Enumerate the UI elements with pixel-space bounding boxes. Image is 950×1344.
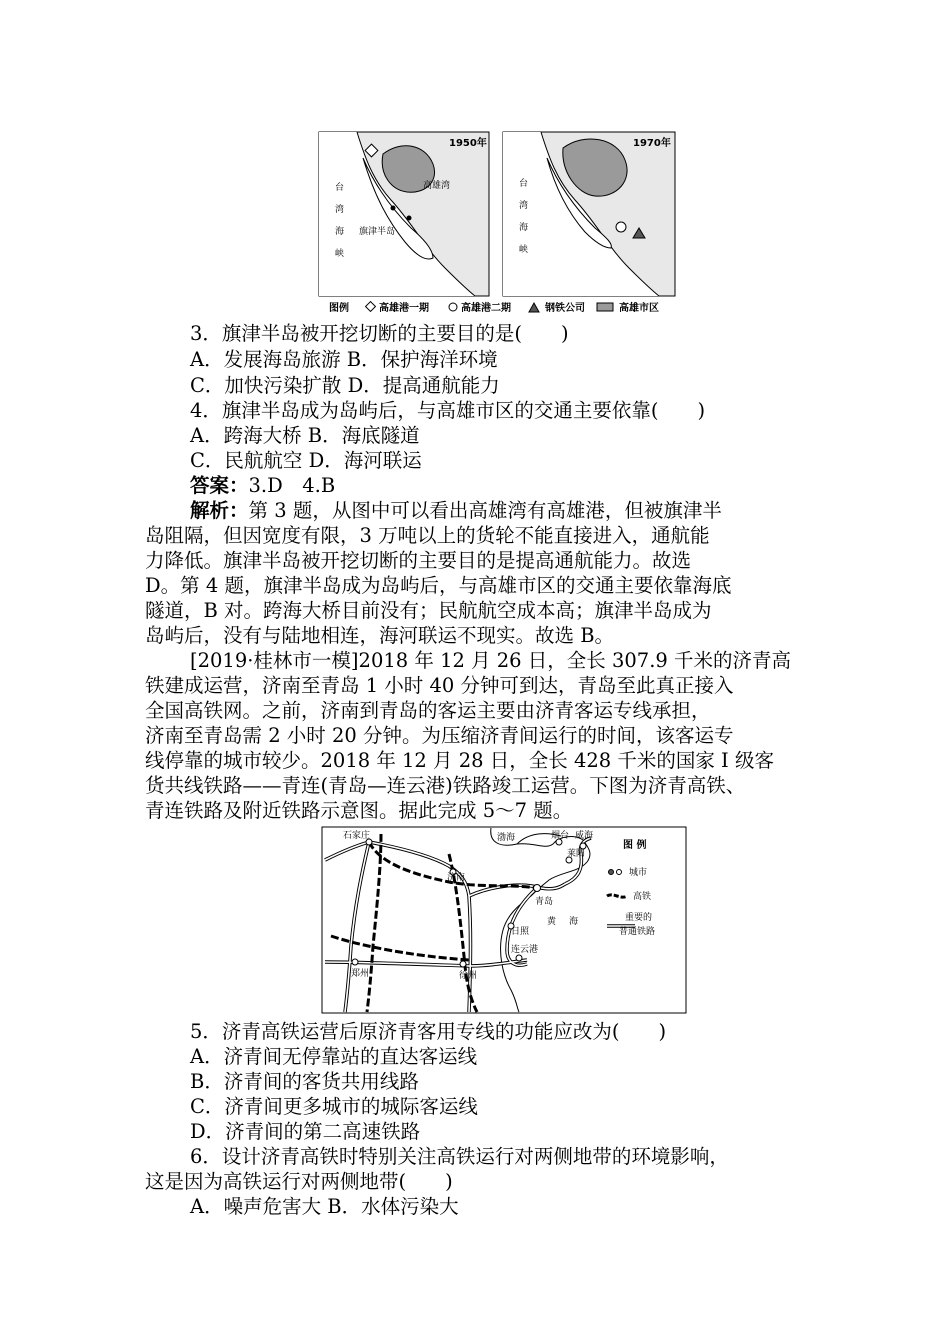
answer-label: 答案： [190,474,249,497]
kaohsiung-map-figure [315,128,683,320]
fig2-legend-rail-1: 重要的 [625,913,653,923]
city-yantai: 烟台 [551,831,570,841]
analysis-line-1 [190,499,722,523]
strait-char-1: 台 [335,183,345,193]
legend-city: 高雄市区 [619,303,659,314]
analysis-text-1: 第 3 题，从图中可以看出高雄湾有高雄港，但被旗津半 [248,499,722,522]
strait-char-4: 峡 [335,249,345,259]
city-shijiazhuang: 石家庄 [343,831,371,841]
passage-line-5: 线停靠的城市较少。2018 年 12 月 28 日，全长 428 千米的国家 I 级客 [145,749,774,772]
legend-title: 图例 [329,303,349,314]
q5-option-d: D．济青间的第二高速铁路 [190,1120,421,1143]
map-1950-panel [319,132,489,296]
right-year-label: 1970年 [633,138,671,149]
city-qingdao: 青岛 [535,897,554,907]
analysis-line-5: 隧道，B 对。跨海大桥目前没有；民航航空成本高；旗津半岛成为 [145,599,712,622]
fig2-legend-title: 图 例 [623,840,647,851]
passage-line-2: 铁建成运营，济南至青岛 1 小时 40 分钟可到达，青岛至此真正接入 [145,674,734,697]
city-jinan: 济南 [447,873,466,883]
q6-stem-1: 6．设计济青高铁时特别关注高铁运行对两侧地带的环境影响， [190,1145,729,1168]
q5-option-a: A．济青间无停靠站的直达客运线 [190,1045,478,1068]
strait-char-1-r: 台 [519,179,529,189]
map-1970-panel [503,132,675,296]
city-laiyang: 莱阳 [567,849,586,859]
city-xuzhou: 徐州 [459,971,478,981]
q3-stem: 3．旗津半岛被开挖切断的主要目的是( ) [190,322,569,345]
q4-options-ab: A．跨海大桥 B．海底隧道 [190,424,420,447]
port2-circle-icon [616,222,626,232]
analysis-line-3: 力降低。旗津半岛被开挖切断的主要目的是提高通航能力。故选 [145,549,692,572]
strait-char-3-r: 海 [519,223,529,233]
q4-options-cd: C．民航航空 D．海河联运 [190,449,422,472]
qijin-peninsula-label: 旗津半岛 [359,227,396,237]
strait-char-2: 湾 [335,205,345,215]
answer-line [190,474,335,498]
strait-char-3: 海 [335,227,345,237]
legend-port1: 高雄港一期 [379,303,429,314]
q5-stem: 5．济青高铁运营后原济青客用专线的功能应改为( ) [190,1020,667,1043]
analysis-label: 解析： [190,499,249,522]
q6-options-ab: A．噪声危害大 B．水体污染大 [190,1195,459,1218]
fig2-legend-rail-2: 普通铁路 [619,927,656,937]
passage-line-1: [2019·桂林市一模]2018 年 12 月 26 日，全长 307.9 千米的济青高 [190,649,792,672]
sea-huanghai-2: 海 [569,917,579,927]
passage-line-4: 济南至青岛需 2 小时 20 分钟。为压缩济青间运行的时间，该客运专 [145,724,734,747]
city-weihai: 威海 [575,831,594,841]
q5-option-c: C．济青间更多城市的城际客运线 [190,1095,478,1118]
analysis-line-6: 岛屿后，没有与陆地相连，海河联运不现实。故选 B。 [145,624,615,647]
q4-stem: 4．旗津半岛成为岛屿后，与高雄市区的交通主要依靠( ) [190,399,706,422]
q3-options-cd: C．加快污染扩散 D．提高通航能力 [190,374,500,397]
fig2-legend-city: 城市 [629,868,648,878]
q3-options-ab: A．发展海岛旅游 B．保护海洋环境 [190,348,498,371]
passage-line-7: 青连铁路及附近铁路示意图。据此完成 5～7 题。 [145,799,573,822]
gaoxiong-bay-label: 高雄湾 [423,181,451,191]
left-year-label: 1950年 [449,138,487,149]
analysis-line-2: 岛阻隔，但因宽度有限，3 万吨以上的货轮不能直接进入，通航能 [145,524,710,547]
passage-line-3: 全国高铁网。之前，济南到青岛的客运主要由济青客运专线承担， [145,699,711,722]
analysis-line-4: D。第 4 题，旗津半岛成为岛屿后，与高雄市区的交通主要依靠海底 [145,574,732,597]
fig1-legend [329,301,659,314]
fig2-legend-hsr: 高铁 [633,892,652,902]
legend-port2: 高雄港二期 [461,303,511,314]
city-zhengzhou: 郑州 [351,969,370,979]
strait-char-4-r: 峡 [519,245,529,255]
q6-stem-2: 这是因为高铁运行对两侧地带( ) [145,1170,453,1193]
legend-steel: 钢铁公司 [545,303,585,314]
sea-bohai: 渤海 [497,833,516,843]
city-rizhao: 日照 [511,927,530,937]
q5-option-b: B．济青间的客货共用线路 [190,1070,419,1093]
answer-text: 3.D 4.B [248,474,336,497]
sea-huanghai-1: 黄 [547,917,557,927]
passage-line-6: 货共线铁路——青连(青岛—连云港)铁路竣工运营。下图为济青高铁、 [145,774,746,797]
railway-map-figure [321,826,687,1014]
strait-char-2-r: 湾 [519,201,529,211]
city-lianyungang: 连云港 [511,945,539,955]
